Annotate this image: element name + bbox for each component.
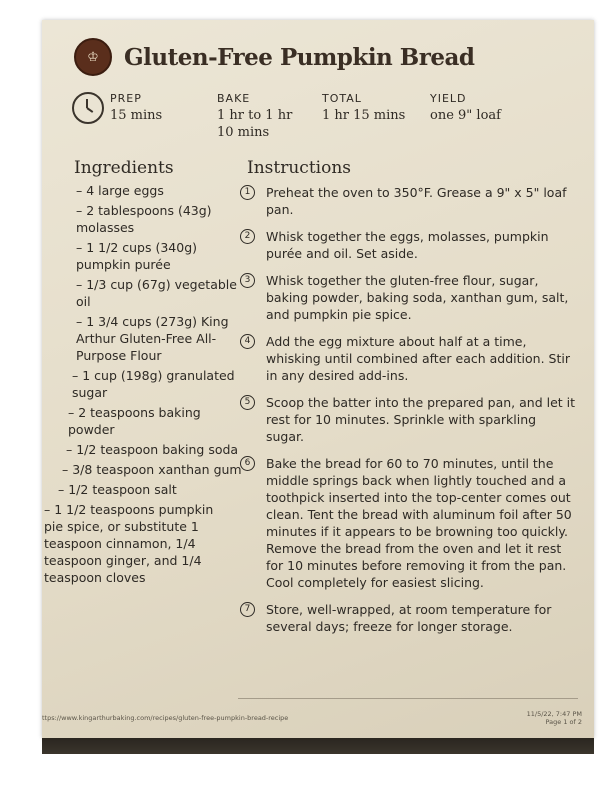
instruction-step — [238, 455, 578, 591]
bake-label: BAKE — [217, 92, 251, 105]
recipe-page — [42, 20, 594, 738]
instruction-step — [238, 272, 578, 323]
step-number: 3 — [240, 273, 255, 288]
step-text: Scoop the batter into the prepared pan, and let it rest for 10 minutes. Sprinkle with sparkling sugar. — [266, 395, 576, 444]
yield-label: YIELD — [430, 92, 467, 105]
prep-value: 15 mins — [110, 108, 163, 123]
step-number: 6 — [240, 456, 255, 471]
table-surface — [42, 738, 594, 754]
king-arthur-seal-icon: ♔ — [74, 38, 112, 76]
step-text: Bake the bread for 60 to 70 minutes, until the middle springs back when lightly touched and a toothpick inserted into the top-center comes out clean. Tent the bread with aluminum foil after 50 minutes if it appears to be browning too quickly. Remove the bread from the oven and let it rest for 10 minutes before removing it from the pan. Cool completely for easiest slicing. — [266, 456, 572, 590]
step-number: 1 — [240, 185, 255, 200]
instructions-list — [238, 184, 578, 645]
ingredient-item: – 1 cup (198g) granulated sugar — [72, 368, 235, 400]
instruction-step — [238, 228, 578, 262]
step-text: Add the egg mixture about half at a time, whisking until combined after each addition. Stir in any desired add-ins. — [266, 334, 570, 383]
footer-url: ttps://www.kingarthurbaking.com/recipes/gluten-free-pumpkin-bread-recipe — [42, 714, 289, 722]
yield-value: one 9" loaf — [430, 108, 501, 123]
page-title: Gluten-Free Pumpkin Bread — [124, 43, 475, 71]
ingredient-item: – 1/3 cup (67g) vegetable oil — [76, 277, 237, 309]
ingredient-item: – 1/2 teaspoon baking soda — [66, 442, 239, 457]
step-number: 2 — [240, 229, 255, 244]
ingredient-item: – 2 tablespoons (43g) molasses — [76, 203, 212, 235]
prep-block — [110, 92, 162, 124]
step-text: Preheat the oven to 350°F. Grease a 9" x 5" loaf pan. — [266, 185, 567, 217]
step-text: Store, well-wrapped, at room temperature for several days; freeze for longer storage. — [266, 602, 552, 634]
ingredient-item: – 3/8 teaspoon xanthan gum — [62, 462, 242, 477]
ingredient-item: – 1/2 teaspoon salt — [58, 482, 177, 497]
footer-page: Page 1 of 2 — [545, 718, 582, 726]
ingredients-list — [42, 182, 242, 589]
footer-date: 11/5/22, 7:47 PM — [526, 710, 582, 718]
step-number: 5 — [240, 395, 255, 410]
ingredient-item: – 2 teaspoons baking powder — [68, 405, 201, 437]
ingredients-heading: Ingredients — [74, 158, 174, 178]
total-label: TOTAL — [322, 92, 362, 105]
footer-divider — [238, 698, 578, 699]
bake-block — [217, 92, 312, 141]
instructions-heading: Instructions — [247, 158, 351, 178]
bake-value: 1 hr to 1 hr 10 mins — [217, 108, 293, 140]
total-block — [322, 92, 405, 124]
total-value: 1 hr 15 mins — [322, 108, 406, 123]
step-text: Whisk together the eggs, molasses, pumpkin purée and oil. Set aside. — [266, 229, 549, 261]
footer-date-block — [527, 710, 582, 726]
step-number: 7 — [240, 602, 255, 617]
instruction-step — [238, 394, 578, 445]
title-row — [74, 38, 474, 76]
instruction-step — [238, 601, 578, 635]
yield-block — [430, 92, 501, 124]
prep-label: PREP — [110, 92, 142, 105]
instruction-step — [238, 184, 578, 218]
step-text: Whisk together the gluten-free flour, sugar, baking powder, baking soda, xanthan gum, salt, and pumpkin pie spice. — [266, 273, 569, 322]
ingredient-item: – 1 1/2 teaspoons pumpkin pie spice, or substitute 1 teaspoon cinnamon, 1/4 teaspoon ginger, and 1/4 teaspoon cloves — [44, 502, 214, 585]
ingredient-item: – 1 3/4 cups (273g) King Arthur Gluten-Free All-Purpose Flour — [76, 314, 229, 363]
ingredient-item: – 4 large eggs — [76, 183, 164, 198]
instruction-step — [238, 333, 578, 384]
clock-icon — [72, 92, 104, 124]
ingredient-item: – 1 1/2 cups (340g) pumpkin purée — [76, 240, 198, 272]
step-number: 4 — [240, 334, 255, 349]
